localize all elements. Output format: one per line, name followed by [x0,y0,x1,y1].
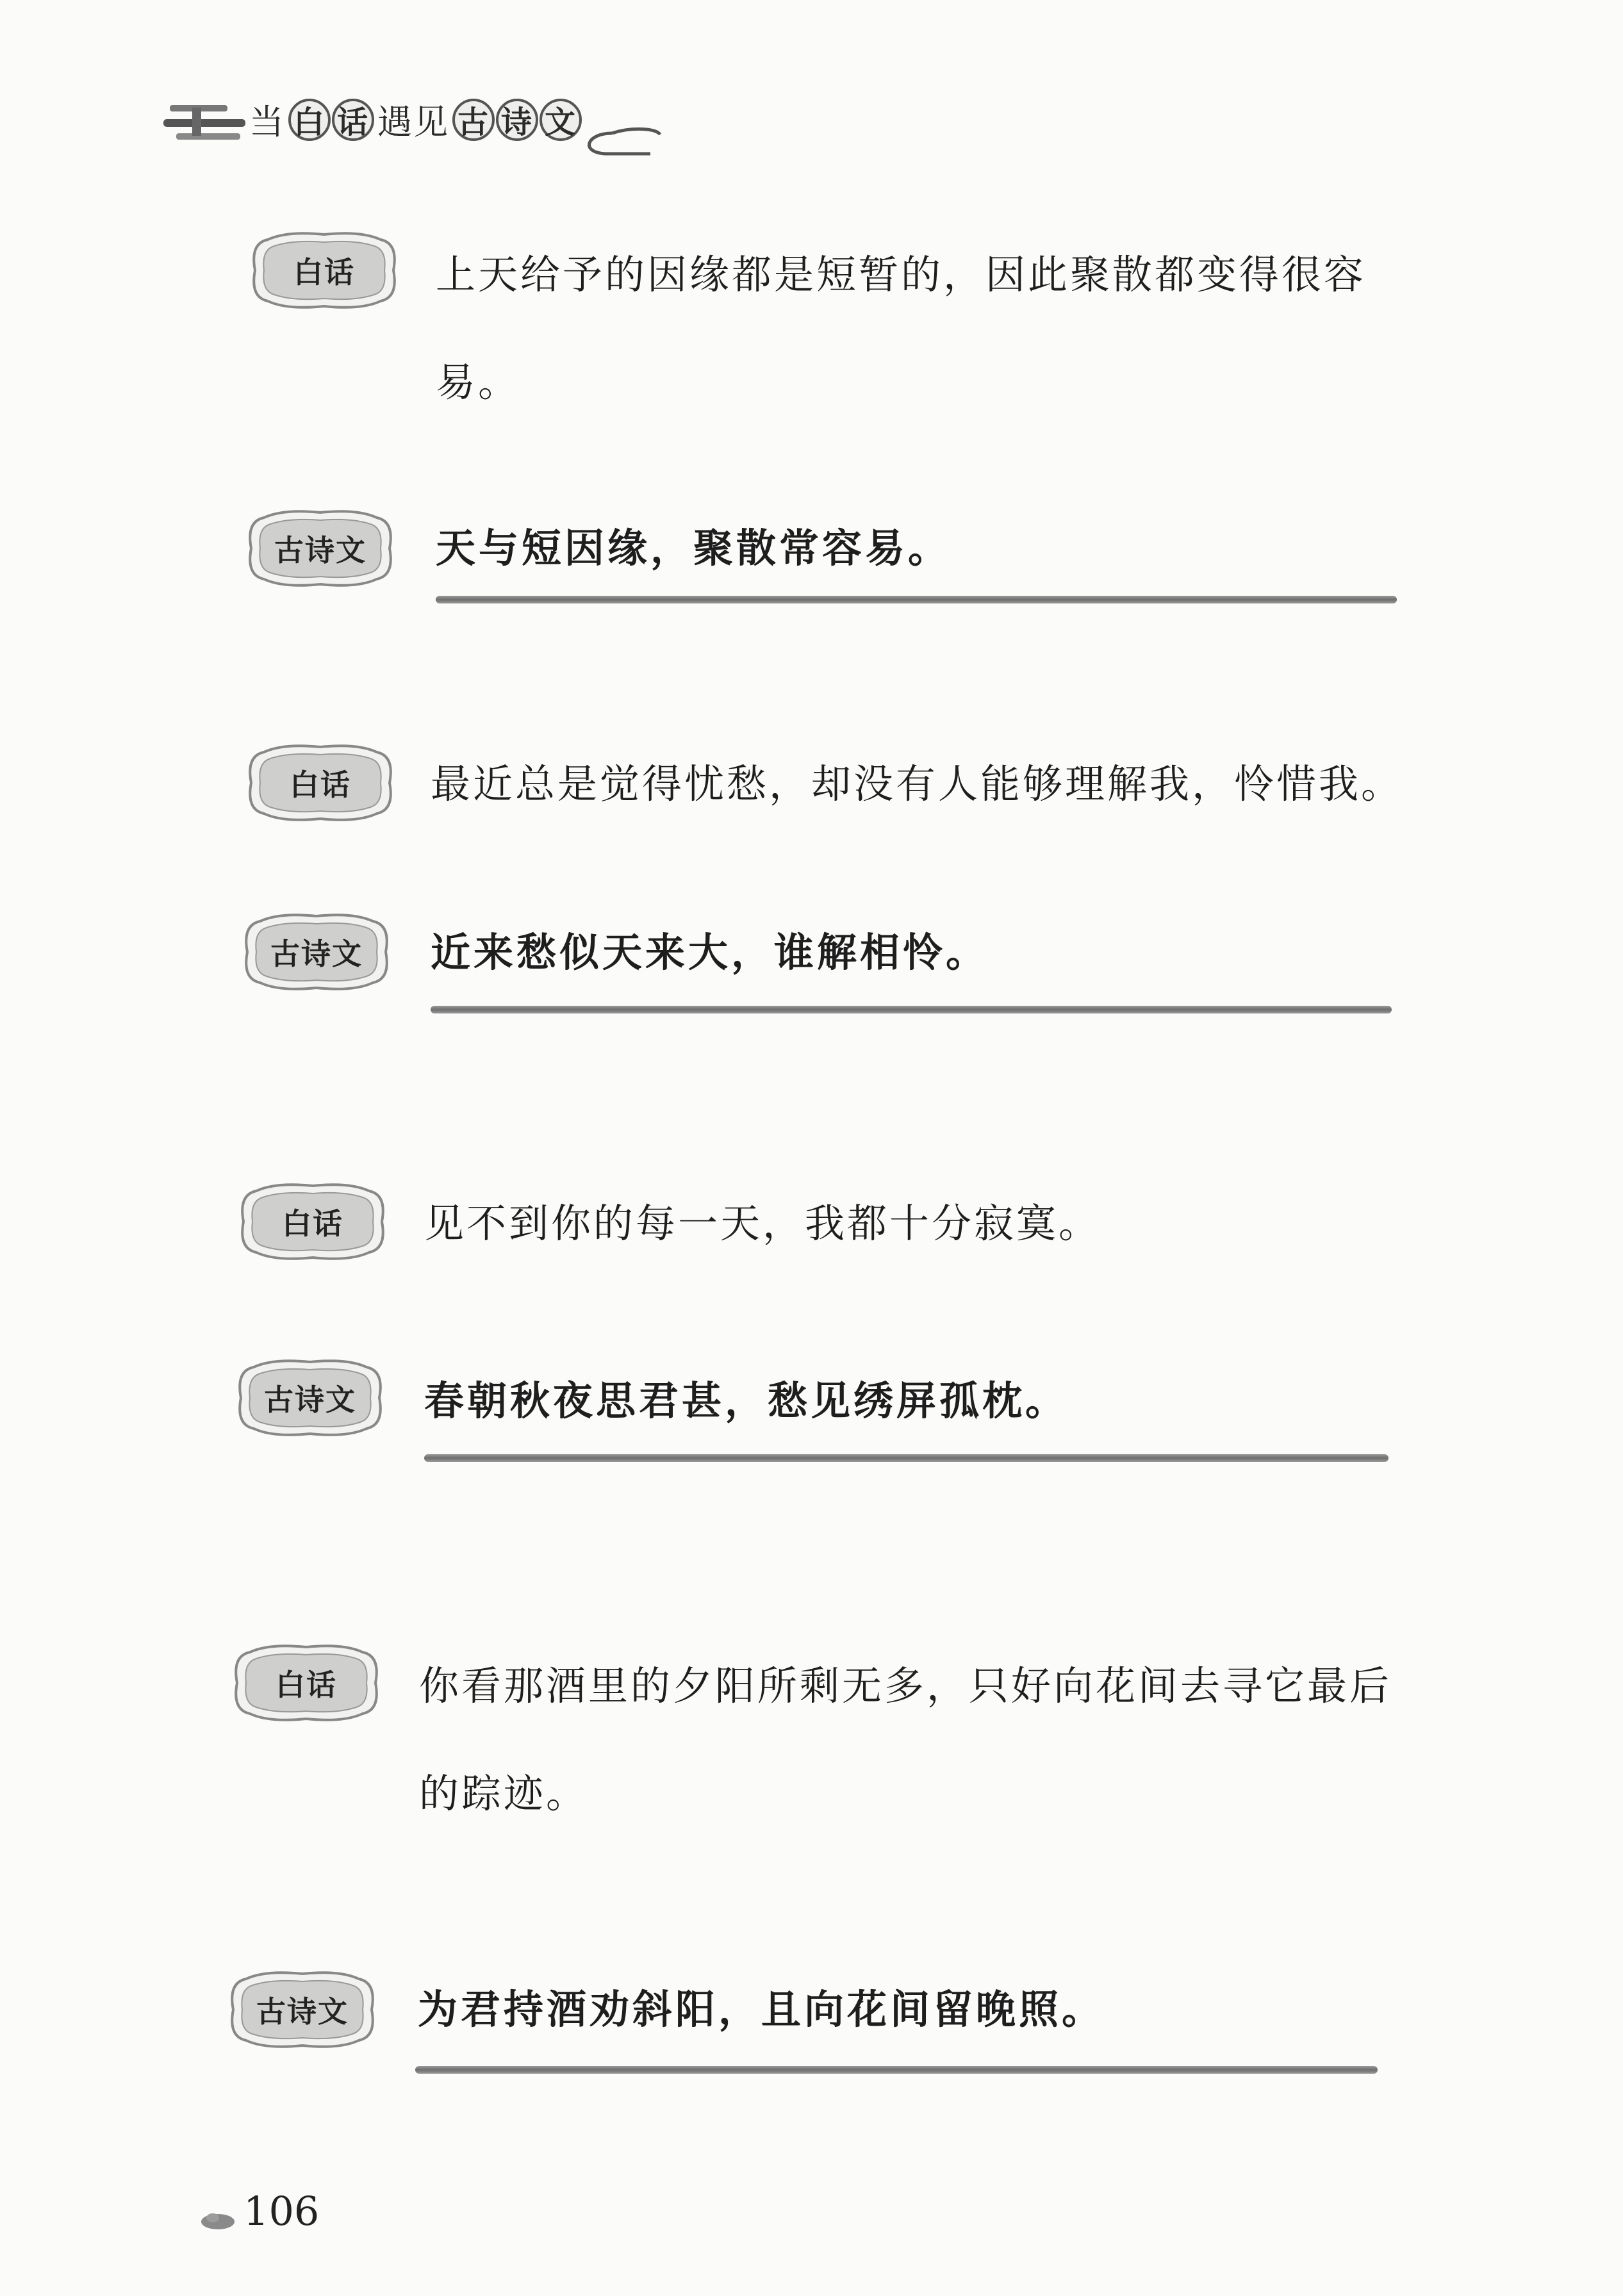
vernacular-badge [249,231,400,310]
header-middle: 遇见 [377,102,449,142]
badge-label: 古诗文 [274,533,367,568]
page-number: 106 [243,2188,320,2234]
header-circled-char: 文 [540,99,582,141]
classical-badge [227,1970,378,2049]
badge-label: 白话 [282,1206,343,1241]
classical-text: 春朝秋夜思君甚，愁见绣屏孤枕。 [424,1377,1069,1424]
header-circled-char: 话 [332,99,374,141]
header-circled-char: 古 [452,99,495,141]
header-circled-char: 白 [288,99,331,141]
vernacular-badge [231,1643,382,1723]
classical-badge [241,912,392,992]
header-prefix: 当 [249,102,285,142]
vernacular-text: 上天给予的因缘都是短暂的，因此聚散都变得很容易。 [436,251,1367,406]
header-circled-char: 诗 [496,99,538,141]
badge-label: 古诗文 [270,937,363,971]
swirl-ornament-icon [163,88,663,159]
vernacular-badge [237,1182,388,1261]
badge-label: 古诗文 [264,1382,356,1417]
vernacular-text: 你看那酒里的夕阳所剩无多，只好向花间去寻它最后的踪迹。 [419,1662,1392,1817]
classical-text: 为君持酒劝斜阳，且向花间留晚照。 [418,1986,1105,2033]
vernacular-text: 见不到你的每一天，我都十分寂寞。 [424,1200,1101,1247]
classical-badge [245,509,396,588]
classical-badge [235,1358,386,1438]
page-ornament-icon [200,2211,236,2231]
badge-label: 白话 [290,767,351,802]
vernacular-text: 最近总是觉得忧愁，却没有人能够理解我，怜惜我。 [431,760,1404,807]
badge-label: 白话 [276,1668,337,1702]
classical-text: 天与短因缘，聚散常容易。 [436,525,952,571]
classical-text: 近来愁似天来大，谁解相怜。 [431,929,989,976]
divider-line [431,1006,1392,1013]
vernacular-badge [245,743,396,823]
divider-line [424,1454,1388,1462]
divider-line [415,2066,1378,2074]
badge-label: 白话 [293,255,355,290]
divider-line [436,596,1397,603]
running-header [163,88,663,159]
badge-label: 古诗文 [256,1994,349,2029]
